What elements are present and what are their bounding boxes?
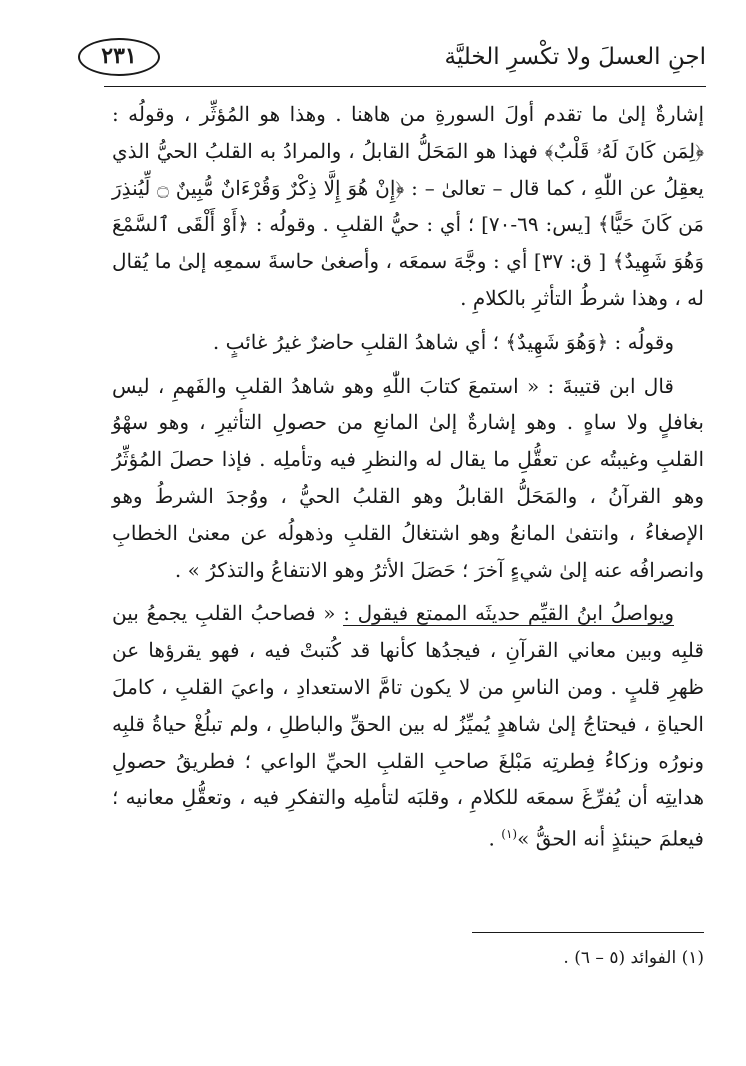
running-header	[101, 38, 706, 82]
paragraph-4	[112, 595, 704, 857]
footnote-marker[interactable]: (١)	[501, 827, 518, 842]
body-text	[112, 96, 704, 865]
paragraph-4-text: « فصاحبُ القلبِ يجمعُ بين قلبِه وبين معاني القرآنِ ، فيجدُها كأنها قد كُتبتْ فيه ، فهو يقرؤها عن ظهرِ قلبٍ . ومن الناسِ من لا يكون تامَّ الاستعدادِ ، واعيَ القلبِ ، كاملَ الحياةِ ، فيحتاجُ إلىٰ شاهدٍ يُميِّزُ له بين الحقِّ والباطلِ ، ولم تبلُغْ حياةُ قلبِه ونورُه وزكاءُ فِطرتِه مَبْلغَ صاحبِ القلبِ الحيِّ الواعي ؛ فطريقُ حصولِ هدايتِه أن يُفرِّغَ سمعَه للكلامِ ، وقلبَه لتأملِه والتفكرِ فيه ، وتعقُّلِ معانيه ؛ فيعلمَ حينئذٍ أنه الحقُّ »	[112, 601, 705, 851]
footnote: (١) الفوائد (٥ – ٦) .	[563, 948, 704, 968]
footnote-divider	[472, 932, 704, 933]
header-title: اجنِ العسلَ ولا تكْسرِ الخليَّة	[444, 44, 706, 70]
underlined-intro: ويواصلُ ابنُ القيِّم حديثَه الممتع فيقول :	[343, 601, 674, 626]
paragraph-4-end: .	[488, 826, 502, 851]
page-number-badge: ٢٣١	[78, 38, 160, 76]
paragraph-1: إشارةٌ إلىٰ ما تقدم أولَ السورةِ من هاهنا . وهذا هو المُؤثِّر ، وقولُه : ﴿لِمَن كَانَ لَهُۥ قَلْبٌ﴾ فهذا هو المَحَلُّ القابلُ ، والمرادُ به القلبُ الحيُّ الذي يعقِلُ عن اللّٰهِ ، كما قال – تعالىٰ – : ﴿إِنْ هُوَ إِلَّا ذِكْرٌ وَقُرْءَانٌ مُّبِينٌ ۝ لِّيُنذِرَ مَن كَانَ حَيًّا﴾ [يس: ٦٩-٧٠] ؛ أي : حيُّ القلبِ . وقولُه : ﴿أَوْ أَلْقَى ٱلسَّمْعَ وَهُوَ شَهِيدٌ﴾ [ ق: ٣٧] أي : وجَّهَ سمعَه ، وأصغىٰ حاسةَ سمعِه إلىٰ ما يُقال له ، وهذا شرطُ التأثرِ بالكلامِ .	[112, 102, 705, 310]
paragraph-2: وقولُه : ﴿وَهُوَ شَهِيدٌ﴾ ؛ أي شاهدُ القلبِ حاضرٌ غيرُ غائبٍ .	[212, 329, 674, 354]
header-divider	[104, 86, 706, 87]
paragraph-3: قال ابن قتيبةَ : « استمعَ كتابَ اللّٰهِ وهو شاهدُ القلبِ والفَهمِ ، ليس بغافلٍ ولا ساهٍ . وهو إشارةٌ إلىٰ المانعِ من حصولِ التأثيرِ ، وهو سهْوُ القلبِ وغيبتُه عن تعقُّلِ ما يقال له والنظرِ فيه وتأملِه . فإذا حصلَ المُؤثِّرُ وهو القرآنُ ، والمَحَلُّ القابلُ وهو القلبُ الحيُّ ، ووُجدَ الشرطُ وهو الإصغاءُ ، وانتفىٰ المانعُ وهو اشتغالُ القلبِ وذهولُه عن معنىٰ الخطابِ وانصرافُه عنه إلىٰ شيءٍ آخرَ ؛ حَصَلَ الأثرُ وهو الانتفاعُ والتذكرُ » .	[112, 373, 705, 582]
